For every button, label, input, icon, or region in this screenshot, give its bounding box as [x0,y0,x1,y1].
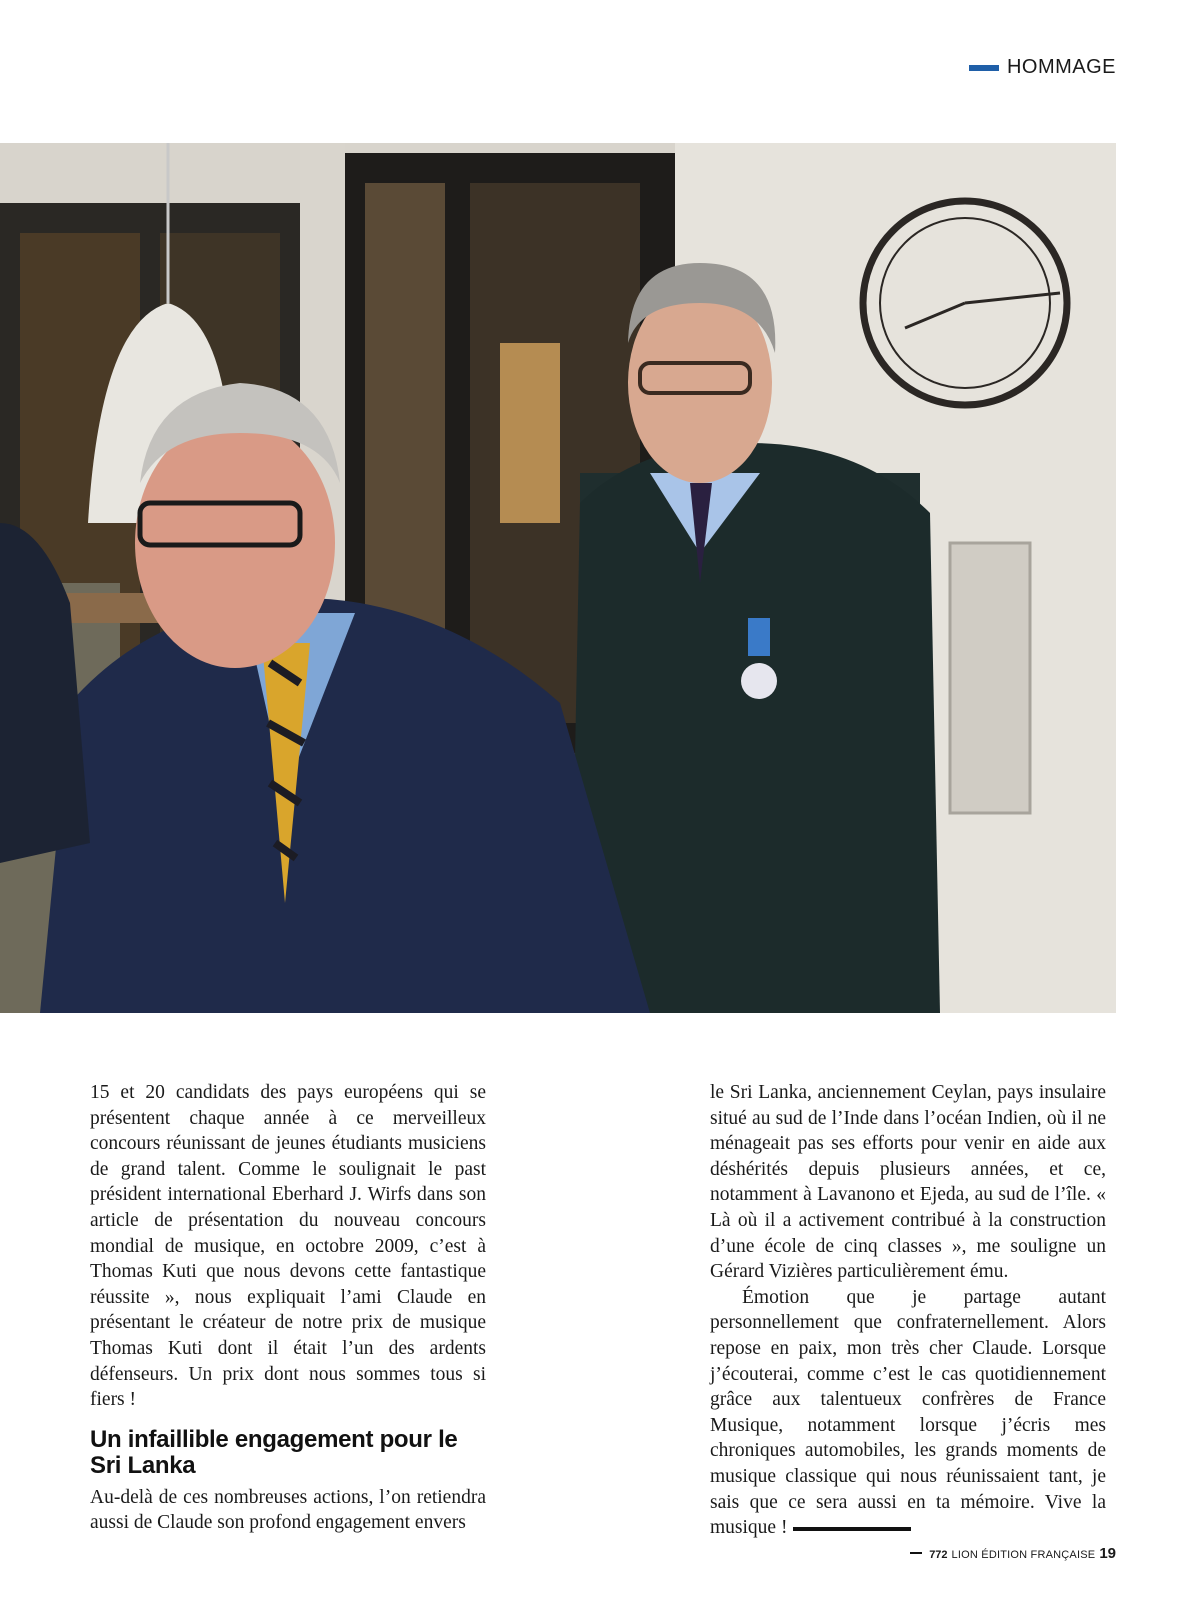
subheading: Un infaillible engagement pour le Sri Lanka [90,1425,458,1479]
right-paragraph-2-wrap [710,1285,1106,1541]
article-photo [0,143,1116,1013]
right-paragraph-1: le Sri Lanka, anciennement Ceylan, pays insulaire situé au sud de l’Inde dans l’océan Indien, où il ne ménageait pas ses efforts pour venir en aide aux déshérités depuis plusieurs années, et ce, notamment à Lavanono et Ejeda, au sud de l’île. « Là où il a activement contribué à la construction d’une école de cinq classes », me souligne un Gérard Vizières particulièrement ému. [710,1082,1106,1283]
page-footer [910,1545,1116,1562]
right-column [710,1080,1106,1541]
footer-issue-number: 772 [929,1549,948,1561]
section-header [969,56,1116,79]
footer-magazine-name: LION ÉDITION FRANÇAISE [951,1549,1096,1561]
article-end-mark [793,1527,911,1531]
left-paragraph-1: 15 et 20 candidats des pays européens qui se présentent chaque année à ce merveilleux concours réunissant de jeunes étudiants musiciens de grand talent. Comme le soulignait le past président international Eberhard J. Wirfs dans son article de présentation du nouveau concours mondial de musique, en octobre 2009, c’est à Thomas Kuti que nous devons cette fantastique réussite », nous expliquait l’ami Claude en présentant le créateur de notre prix de musique Thomas Kuti dont il était l’un des ardents défenseurs. Un prix dont nous sommes tous si fiers ! [90,1082,486,1411]
footer-page-number: 19 [1099,1545,1116,1562]
footer-dash [910,1552,922,1554]
photo-illustration [0,143,1116,1013]
section-accent-bar [969,65,999,71]
section-label: HOMMAGE [1006,56,1116,78]
right-paragraph-2: Émotion que je partage autant personnellement que confraternellement. Alors repose en paix, mon très cher Claude. Lorsque j’écouterai, comme c’est le cas quotidiennement grâce aux talentueux confrères de France Musique, notamment lorsque j’écris mes chroniques automobiles, les grands moments de musique classique qui nous réunissaient tant, je sais que ce sera aussi en ta mémoire. Vive la musique ! [710,1286,1106,1539]
left-paragraph-2: Au-delà de ces nombreuses actions, l’on retiendra aussi de Claude son profond engagement envers [90,1486,486,1534]
left-column [90,1080,486,1536]
